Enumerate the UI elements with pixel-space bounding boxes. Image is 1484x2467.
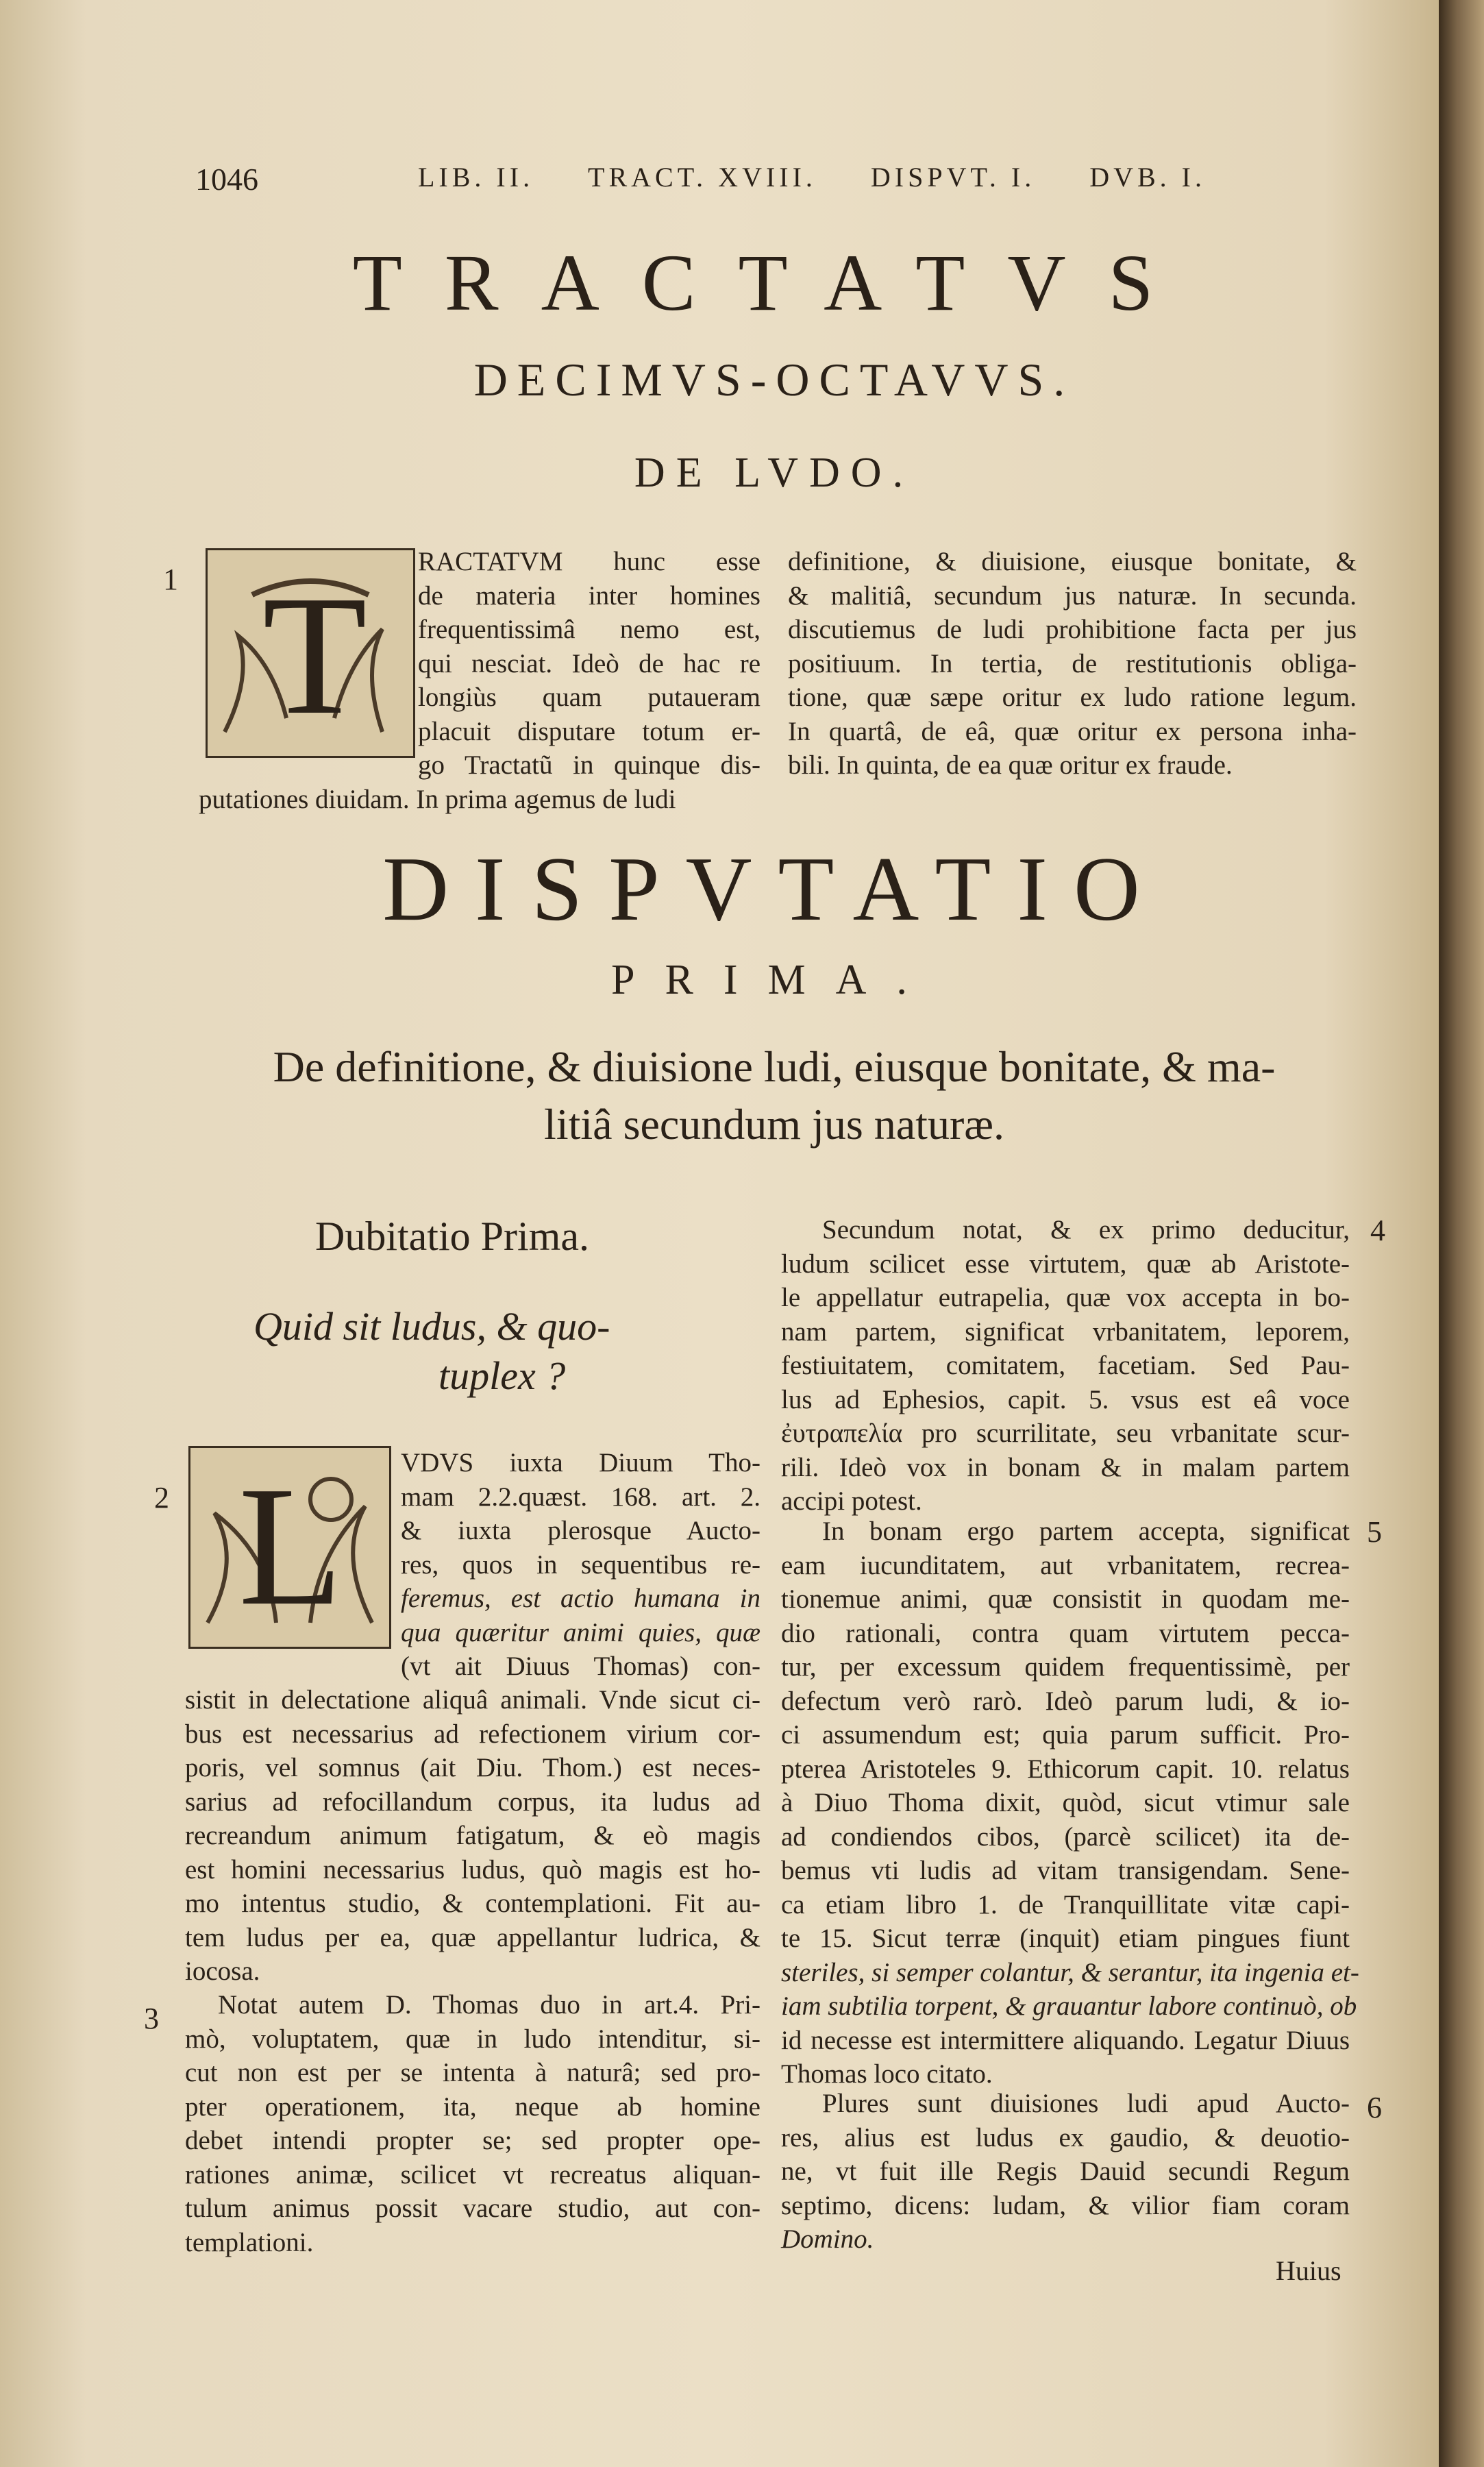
- page-edge-shadow: [1439, 0, 1484, 2467]
- text-line: steriles, si semper colantur, & serantur, ita ingenia et-: [781, 1957, 1359, 1987]
- text-line: ludum scilicet esse virtutem, quæ ab Aristote-: [781, 1249, 1350, 1279]
- running-head-dub: DVB. I.: [1089, 162, 1206, 193]
- running-head-lib: LIB. II.: [418, 162, 534, 193]
- title-tractatus: TRACTATVS: [352, 238, 1196, 328]
- title-de-ludo: DE LVDO.: [634, 450, 915, 496]
- text-line: placuit disputare totum er-: [418, 716, 760, 746]
- text-line: bemus vti ludis ad vitam transigendam. Sene-: [781, 1856, 1350, 1885]
- text-line: le appellatur eutrapelia, quæ vox accepta in bo-: [781, 1283, 1350, 1312]
- margin-number-4: 4: [1370, 1214, 1385, 1247]
- text-line: festiuitatem, comitatem, facetiam. Sed Pau-: [781, 1351, 1350, 1380]
- text-line: discutiemus de ludi prohibitione facta per jus: [788, 615, 1357, 644]
- right-column-para2: [781, 1514, 1359, 2091]
- text-line: qua quæritur animi quies, quæ: [401, 1617, 760, 1647]
- text-line: ca etiam libro 1. de Tranquillitate vitæ capi-: [781, 1889, 1350, 1919]
- text-line: bus est necessarius ad refectionem virium cor-: [185, 1719, 760, 1749]
- text-line: dio rationali, contra quam virtutem pecca-: [781, 1618, 1350, 1648]
- text-line: cut non est per se intenta à naturâ; sed pro-: [185, 2058, 760, 2087]
- text-line: Secundum notat, & ex primo deducitur,: [822, 1215, 1350, 1244]
- running-head-disput: DISPVT. I.: [870, 162, 1036, 193]
- text-line: debet intendi propter se; sed propter ope-: [185, 2126, 760, 2155]
- subtitle-line: litiâ secundum jus naturæ.: [544, 1100, 1004, 1149]
- text-line: res, alius est ludus ex gaudio, & deuotio-: [781, 2122, 1350, 2152]
- decorated-initial-t: [206, 548, 415, 758]
- text-line: est homini necessarius ludus, quò magis est ho-: [185, 1854, 760, 1885]
- disputatio-subtitle: [199, 1038, 1350, 1153]
- dubitatio-heading: Dubitatio Prima.: [315, 1214, 589, 1259]
- text-line: qui nesciat. Ideò de hac re: [418, 648, 760, 678]
- text-line: te 15. Sicut terræ (inquit) etiam pingues fiunt: [781, 1924, 1350, 1953]
- text-line: Notat autem D. Thomas duo in art.4. Pri-: [218, 1990, 760, 2020]
- text-line: res, quos in sequentibus re-: [401, 1549, 760, 1580]
- title-decimus-octavus: DECIMVS-OCTAVVS.: [473, 354, 1075, 406]
- text-line: go Tractatũ in quinque dis-: [418, 750, 760, 780]
- right-column-para3: [781, 2087, 1350, 2257]
- text-line: templationi.: [185, 2227, 314, 2257]
- text-line: rationes animæ, scilicet vt recreatus aliquan-: [185, 2159, 760, 2189]
- text-line: iam subtilia torpent, & grauantur labore continuò, ob: [781, 1991, 1357, 2021]
- text-line: longiùs quam putaueram: [418, 683, 760, 712]
- text-line: positiuum. In tertia, de restitutionis obliga-: [788, 648, 1357, 678]
- text-line: pter operationem, ita, neque ab homine: [185, 2091, 760, 2122]
- text-line: RACTATVM hunc esse: [418, 547, 760, 576]
- text-line: à Diuo Thoma dixit, quòd, sicut vtimur sale: [781, 1788, 1350, 1817]
- text-line: Thomas loco citato.: [781, 2059, 993, 2089]
- text-line: ci assumendum est; quia parum sufficit. Pro-: [781, 1720, 1350, 1750]
- margin-number-2: 2: [154, 1481, 169, 1514]
- intro-left-last-line: putationes diuidam. In prima agemus de ludi: [199, 785, 676, 814]
- subtitle-line: De definitione, & diuisione ludi, eiusque bonitate, & ma-: [273, 1042, 1276, 1091]
- text-line: pterea Aristoteles 9. Ethicorum capit. 10. relatus: [781, 1754, 1350, 1784]
- margin-number-1: 1: [163, 563, 178, 596]
- left-column-para2: [185, 1988, 760, 2259]
- running-head-tract: TRACT. XVIII.: [588, 162, 817, 193]
- title-prima: PRIMA.: [611, 957, 937, 1003]
- text-line: id necesse est intermittere aliquando. Legatur Diuus: [781, 2025, 1350, 2055]
- margin-number-6: 6: [1367, 2091, 1382, 2124]
- text-line: sarius ad refocillandum corpus, ita ludus ad: [185, 1787, 760, 1817]
- text-line: bili. In quinta, de ea quæ oritur ex fraude.: [788, 750, 1233, 780]
- margin-number-3: 3: [144, 2002, 159, 2035]
- catchword: Huius: [1276, 2255, 1341, 2286]
- text-line: nam partem, significat vrbanitatem, leporem,: [781, 1316, 1350, 1347]
- text-line: & iuxta plerosque Aucto-: [401, 1516, 760, 1545]
- text-line: tulum animus possit vacare studio, aut con-: [185, 2194, 760, 2223]
- text-line: lus ad Ephesios, capit. 5. vsus est eâ voce: [781, 1384, 1350, 1414]
- quaestio-heading: [253, 1302, 610, 1401]
- quaestio-line: tuplex ?: [438, 1353, 566, 1398]
- left-column-beside-initial: [401, 1446, 760, 1684]
- text-line: ne, vt fuit ille Regis Dauid secundi Regum: [781, 2157, 1350, 2186]
- intro-left-beside-initial: [418, 545, 760, 783]
- text-line: feremus, est actio humana in: [401, 1584, 760, 1613]
- text-line: Domino.: [781, 2224, 874, 2254]
- text-line: ἐυτραπελία pro scurrilitate, seu vrbanitate scur-: [781, 1419, 1350, 1448]
- text-line: mam 2.2.quæst. 168. art. 2.: [401, 1482, 760, 1512]
- decorated-initial-l: [188, 1446, 391, 1649]
- text-line: rili. Ideò vox in bonam & in malam partem: [781, 1452, 1350, 1482]
- text-line: Plures sunt diuisiones ludi apud Aucto-: [822, 2089, 1350, 2118]
- text-line: VDVS iuxta Diuum Tho-: [401, 1448, 760, 1477]
- text-line: & malitiâ, secundum jus naturæ. In secunda.: [788, 580, 1357, 611]
- text-line: (vt ait Diuus Thomas) con-: [401, 1652, 760, 1681]
- text-line: poris, vel somnus (ait Diu. Thom.) est neces-: [185, 1753, 760, 1782]
- text-line: defectum verò rarò. Ideò parum ludi, & io-: [781, 1686, 1350, 1716]
- initial-letter-t: T: [262, 561, 367, 750]
- text-line: In bonam ergo partem accepta, significat: [822, 1517, 1350, 1546]
- text-line: eam iucunditatem, aut vrbanitatem, recrea-: [781, 1550, 1350, 1580]
- text-line: mò, voluptatem, quæ in ludo intenditur, si-: [185, 2024, 760, 2054]
- text-line: ad condiendos cibos, (parcè scilicet) ita de-: [781, 1821, 1350, 1852]
- quaestio-line: Quid sit ludus, & quo-: [253, 1304, 610, 1349]
- text-line: tionemue animi, quæ consistit in quodam me-: [781, 1584, 1350, 1614]
- title-disputatio: DISPVTATIO: [382, 838, 1166, 940]
- text-line: sistit in delectatione aliquâ animali. Vnde sicut ci-: [185, 1685, 760, 1715]
- text-line: In quartâ, de eâ, quæ oritur ex persona inha-: [788, 716, 1357, 746]
- initial-letter-l: L: [238, 1451, 343, 1641]
- page-number: 1046: [195, 162, 258, 197]
- text-line: accipi potest.: [781, 1486, 922, 1516]
- text-line: definitione, & diuisione, eiusque bonitate, &: [788, 547, 1357, 576]
- running-head: [418, 161, 1206, 193]
- text-line: septimo, dicens: ludam, & vilior fiam coram: [781, 2190, 1350, 2220]
- text-line: tione, quæ sæpe oritur ex ludo ratione legum.: [788, 683, 1357, 712]
- intro-right-column: [788, 545, 1357, 783]
- text-line: frequentissimâ nemo est,: [418, 615, 760, 644]
- text-line: mo intentus studio, & contemplationi. Fit au-: [185, 1889, 760, 1918]
- margin-number-5: 5: [1367, 1515, 1382, 1549]
- left-column-para1: [185, 1683, 760, 1989]
- text-line: de materia inter homines: [418, 580, 760, 611]
- text-line: tur, per excessum quidem frequentissimè, per: [781, 1652, 1350, 1682]
- text-line: iocosa.: [185, 1956, 260, 1986]
- text-line: tem ludus per ea, quæ appellantur ludrica, &: [185, 1922, 760, 1952]
- text-line: recreandum animum fatigatum, & eò magis: [185, 1821, 760, 1850]
- right-column-para1: [781, 1213, 1350, 1519]
